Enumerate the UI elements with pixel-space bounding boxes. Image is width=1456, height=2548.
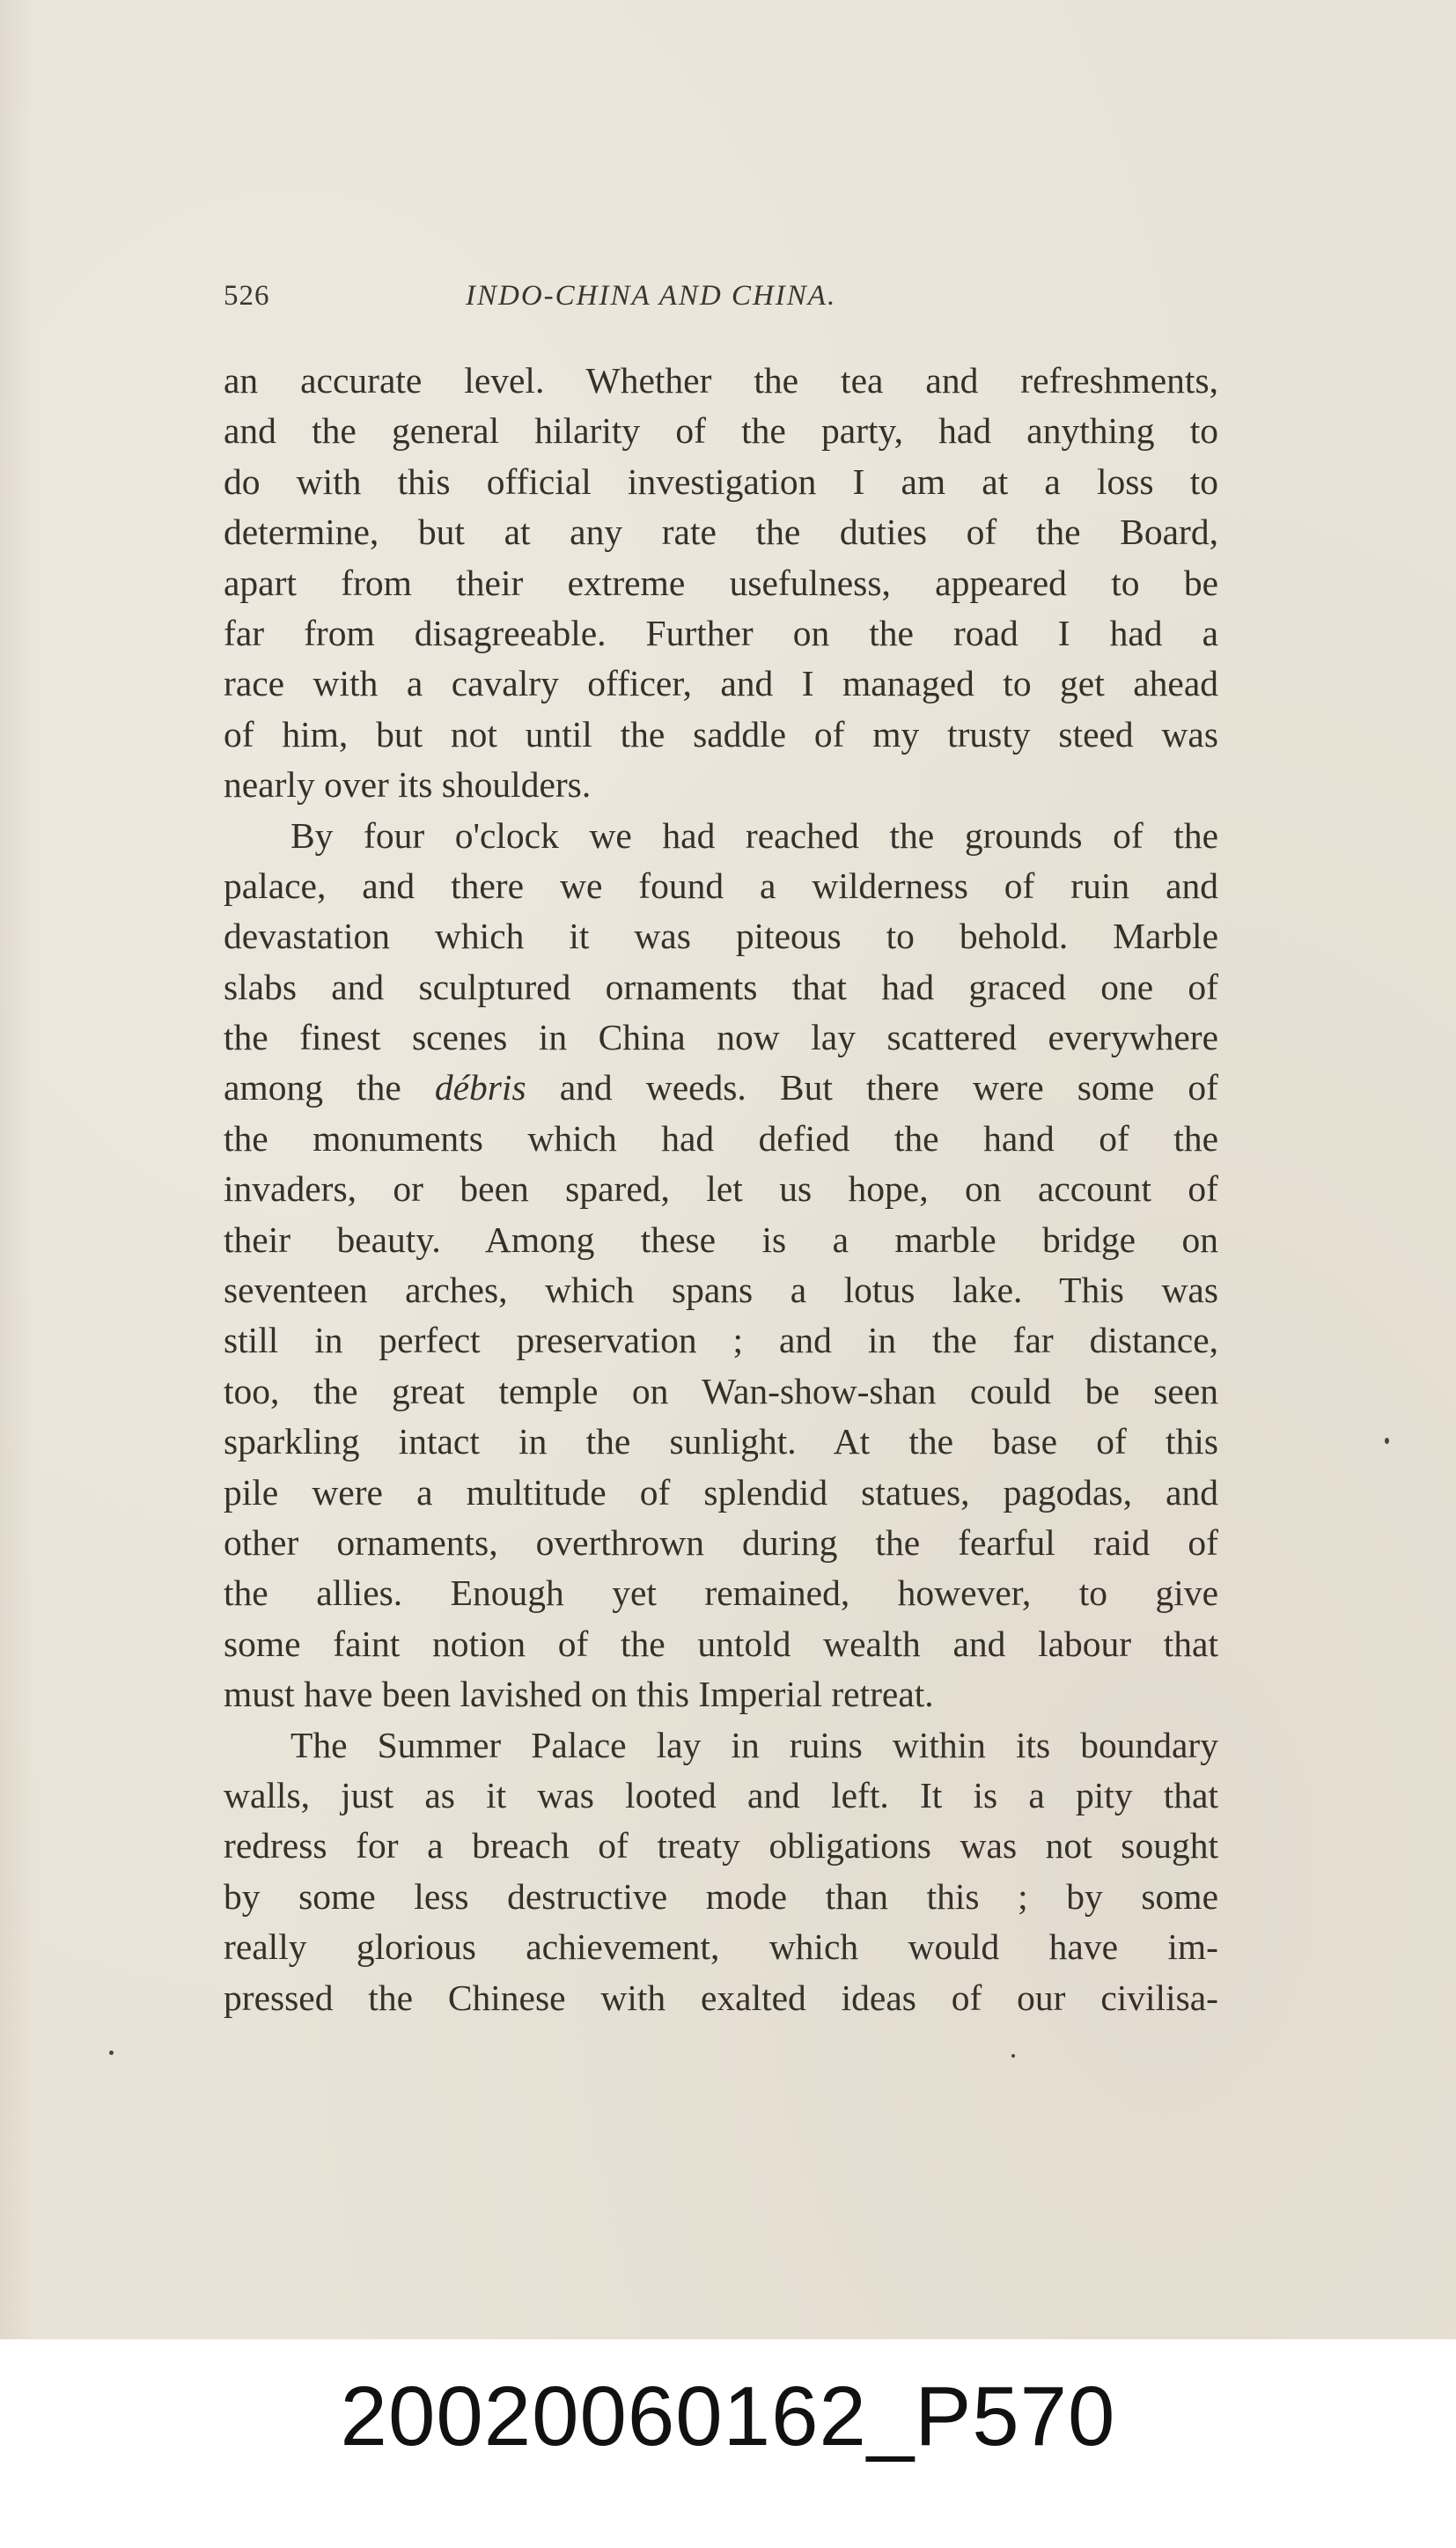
paragraph-end-line: must have been lavished on this Imperial retreat. <box>224 1674 934 1715</box>
text-line: the finest scenes in China now lay scattered everywhere <box>224 1017 1218 1058</box>
text-segment: among the <box>224 1067 435 1108</box>
text-line: apart from their extreme usefulness, appeared to be <box>224 562 1218 603</box>
text-line-with-italic <box>224 1063 1218 1113</box>
page-edge-shadow <box>0 0 35 2339</box>
text-line: invaders, or been spared, let us hope, on account of <box>224 1168 1218 1210</box>
text-line: race with a cavalry officer, and I managed to get ahead <box>224 663 1218 704</box>
paragraph-first-line: The Summer Palace lay in ruins within its boundary <box>290 1724 1218 1765</box>
text-line: the allies. Enough yet remained, however, to give <box>224 1572 1218 1614</box>
paragraph-end-line: nearly over its shoulders. <box>224 764 592 806</box>
italic-word: débris <box>434 1067 526 1108</box>
text-line: walls, just as it was looted and left. It is a pity that <box>224 1774 1218 1815</box>
text-line: seventeen arches, which spans a lotus lake. This was <box>224 1270 1218 1311</box>
page-header <box>224 280 1218 315</box>
scan-id-label: 20020060162_P570 <box>340 2369 1116 2463</box>
text-line: the monuments which had defied the hand of the <box>224 1117 1218 1159</box>
paper-speck <box>109 2051 114 2055</box>
paragraph-first-line: By four o'clock we had reached the grounds of the <box>290 814 1218 856</box>
body-text <box>224 356 1218 2023</box>
text-segment: and weeds. But there were some of <box>526 1067 1219 1108</box>
text-line: too, the great temple on Wan-show-shan could be seen <box>224 1370 1218 1411</box>
running-head: INDO-CHINA AND CHINA. <box>466 280 837 312</box>
text-line: still in perfect preservation ; and in the far distance, <box>224 1320 1218 1361</box>
text-line: devastation which it was piteous to behold. Marble <box>224 916 1218 957</box>
text-line: do with this official investigation I am at a loss to <box>224 460 1218 502</box>
text-line: sparkling intact in the sunlight. At the base of this <box>224 1421 1218 1462</box>
text-line: redress for a breach of treaty obligations was not sought <box>224 1825 1218 1867</box>
text-line: really glorious achievement, which would have im- <box>224 1926 1218 1968</box>
text-line: and the general hilarity of the party, had anything to <box>224 410 1218 452</box>
page-number: 526 <box>224 280 270 312</box>
paper-speck <box>1385 1438 1389 1444</box>
text-line: pressed the Chinese with exalted ideas of our civilisa- <box>224 1977 1218 2018</box>
text-line: slabs and sculptured ornaments that had graced one of <box>224 966 1218 1007</box>
text-line: determine, but at any rate the duties of the Board, <box>224 512 1218 553</box>
text-line: by some less destructive mode than this ; by some <box>224 1875 1218 1917</box>
text-line: an accurate level. Whether the tea and refreshments, <box>224 360 1218 401</box>
text-line: pile were a multitude of splendid statues, pagodas, and <box>224 1471 1218 1513</box>
text-line: their beauty. Among these is a marble bridge on <box>224 1219 1218 1260</box>
text-line: some faint notion of the untold wealth and labour that <box>224 1623 1218 1664</box>
text-line: palace, and there we found a wilderness of ruin and <box>224 865 1218 906</box>
text-line: other ornaments, overthrown during the fearful raid of <box>224 1521 1218 1563</box>
paper-speck <box>1011 2054 1015 2058</box>
text-line: far from disagreeable. Further on the road I had a <box>224 612 1218 653</box>
text-line: of him, but not until the saddle of my trusty steed was <box>224 713 1218 755</box>
